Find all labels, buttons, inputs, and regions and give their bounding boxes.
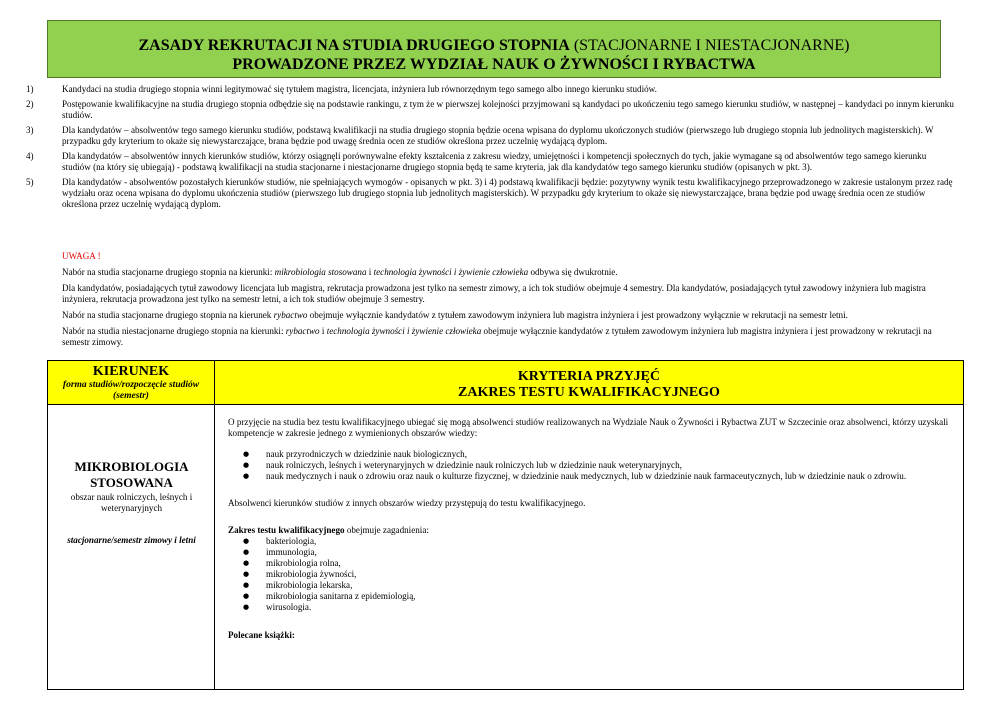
list-item [243, 536, 958, 547]
list-item [243, 558, 958, 569]
bullet-icon: ● [243, 472, 250, 480]
note-4-text-a: Nabór na studia niestacjonarne drugiego stopnia na kierunki: [62, 326, 286, 336]
rule-item [26, 125, 956, 147]
header-line-1 [48, 36, 940, 55]
rule-item [26, 99, 956, 121]
major-name-line-1: MIKROBIOLOGIA [74, 459, 189, 474]
bullet-icon: ● [243, 559, 250, 567]
column-criteria-line-1: KRYTERIA PRZYJĘĆ [517, 369, 661, 384]
bullet-icon: ● [243, 548, 250, 556]
note-4-text-c: obejmuje wyłącznie kandydatów z tytułem zawodowym inżyniera lub magistra inżyniera i jest prowadzony w rekrutacji na semestr zimowy. [62, 326, 932, 347]
list-item-text: bakteriologia, [266, 536, 317, 546]
list-item-text: mikrobiologia żywności, [266, 569, 357, 579]
rule-item [26, 84, 956, 95]
list-item [243, 591, 958, 602]
list-item [243, 471, 958, 482]
bullet-icon: ● [243, 592, 250, 600]
rule-number: 3) [26, 125, 34, 135]
criteria-table [47, 360, 964, 690]
list-item-text: nauk rolniczych, leśnych i weterynaryjnych w dziedzinie nauk rolniczych lub w dziedzinie nauk weterynaryjnych, [266, 460, 682, 470]
list-item [243, 449, 958, 460]
rule-item [26, 151, 956, 173]
note-1-text-c: odbywa się dwukrotnie. [528, 267, 618, 277]
list-item [243, 569, 958, 580]
note-3 [62, 310, 952, 321]
note-4 [62, 326, 952, 348]
test-scope-bold: Zakres testu kwalifikacyjnego [228, 525, 345, 535]
major-name [48, 459, 215, 491]
bullet-icon: ● [243, 450, 250, 458]
header-title-bold: ZASADY REKRUTACJI NA STUDIA DRUGIEGO STOPNIA [138, 37, 570, 54]
table-header [48, 361, 963, 405]
column-criteria-line-2: ZAKRES TESTU KWALIFIKACYJNEGO [458, 385, 720, 400]
bullet-icon: ● [243, 603, 250, 611]
rule-number: 4) [26, 151, 34, 161]
notes-section [62, 251, 952, 353]
list-item [243, 580, 958, 591]
list-item-text: nauk przyrodniczych w dziedzinie nauk biologicznych, [266, 449, 467, 459]
list-item-text: immunologia, [266, 547, 317, 557]
list-item-text: mikrobiologia rolna, [266, 558, 341, 568]
bullet-icon: ● [243, 461, 250, 469]
note-4-text-b: i [319, 326, 327, 336]
note-1-text-b: i [366, 267, 374, 277]
list-item-text: wirusologia. [266, 602, 312, 612]
page-header [47, 20, 941, 78]
list-item [243, 460, 958, 471]
rule-text: Dla kandydatów – absolwentów tego samego kierunku studiów, podstawą kwalifikacji na studia drugiego stopnia będzie ocena wpisana do dyplomu ukończonych studiów (pierwszego lub drugiego stopnia lub jednolitych magisterskich). W przypadku gdy kryterium to okaże się niewystarczające, brana będzie pod uwagę średnia ocen ze studiów określona przez uczelnię wydającą dyplom. [62, 125, 934, 146]
other-graduates-text: Absolwenci kierunków studiów z innych obszarów wiedzy przystępują do testu kwalifikacyjnego. [228, 498, 586, 508]
header-title-line2: PROWADZONE PRZEZ WYDZIAŁ NAUK O ŻYWNOŚCI I RYBACTWA [232, 56, 756, 73]
list-item-text: mikrobiologia lekarska, [266, 580, 353, 590]
rule-text: Dla kandydatów - absolwentów pozostałych kierunków studiów, nie spełniających wymogów - opisanych w pkt. 3) i 4) podstawą kwalifikacji będzie: pozytywny wynik testu kwalifikacyjnego przeprowadzonego w zakresie ustalonym przez radę wydziału oraz ocena wpisana do dyplomu ukończenia studiów (pierwszego lub drugiego stopnia lub jednolitych magisterskich). W przypadku gdy kryterium to okaże się niewystarczające, brana będzie pod uwagę średnia ocen ze studiów określona przez uczelnię wydającą dyplom. [62, 177, 953, 209]
recommended-books-label: Polecane książki: [228, 630, 295, 640]
rule-text: Dla kandydatów – absolwentów innych kierunków studiów, którzy osiągnęli porównywalne efekty kształcenia z zakresu wiedzy, umiejętności i kompetencji społecznych do tych, jakie wymagane są od absolwentów tego samego kierunku studiów (na który się ubiegają) - podstawą kwalifikacji na studia stacjonarne i niestacjonarne drugiego stopnia będą te same kryteria, jak dla kandydatów tego samego kierunku studiów (opisanych w pkt. 3). [62, 151, 927, 172]
note-1-major-2: technologia żywności i żywienie człowieka [373, 267, 529, 277]
bullet-icon: ● [243, 570, 250, 578]
criteria-cell [228, 417, 958, 641]
note-1 [62, 267, 952, 278]
note-2: Dla kandydatów, posiadających tytuł zawodowy licencjata lub magistra, rekrutacja prowadzona jest tylko na semestr zimowy, a ich tok studiów obejmuje 4 semestry. Dla kandydatów, posiadających tytuł zawodowy inżyniera lub magistra inżyniera, rekrutacja prowadzona jest tylko na semestr letni, a ich tok studiów obejmuje 3 semestry. [62, 283, 926, 304]
knowledge-areas-list [243, 449, 958, 482]
note-4-major-1: rybactwo [285, 326, 320, 336]
rule-number: 5) [26, 177, 34, 187]
note-1-text-a: Nabór na studia stacjonarne drugiego stopnia na kierunki: [62, 267, 275, 277]
rule-text: Kandydaci na studia drugiego stopnia winni legitymować się tytułem magistra, licencjata, inżyniera lub równorzędnym tego samego albo innego kierunku studiów. [62, 84, 657, 94]
note-3-text-b: obejmuje wyłącznie kandydatów z tytułem zawodowym inżyniera lub magistra inżyniera i jest prowadzony wyłącznie w rekrutacji na semestr letni. [307, 310, 848, 320]
rule-item [26, 177, 956, 210]
list-item-text: nauk medycznych i nauk o zdrowiu oraz nauk o kulturze fizycznej, w dziedzinie nauk medycznych, lub w dziedzinie nauk farmaceutycznych, lub w dziedzinie nauk o zdrowiu. [266, 471, 907, 481]
note-3-major: rybactwo [273, 310, 308, 320]
column-header-major [48, 361, 215, 404]
rule-text: Postępowanie kwalifikacyjne na studia drugiego stopnia odbędzie się na podstawie rankingu, z tym że w pierwszej kolejności przyjmowani są kandydaci po ukończeniu tego samego kierunku studiów, w następnej – kandydaci po innym kierunku studiów. [62, 99, 954, 120]
rule-number: 1) [26, 84, 34, 94]
bullet-icon: ● [243, 581, 250, 589]
major-cell [48, 405, 215, 690]
major-study-mode: stacjonarne/semestr zimowy i letni [67, 535, 196, 545]
list-item [243, 547, 958, 558]
test-scope-rest: obejmuje zagadnienia: [344, 525, 429, 535]
column-header-criteria [215, 361, 963, 404]
major-name-line-2: STOSOWANA [90, 475, 173, 490]
rule-number: 2) [26, 99, 34, 109]
list-item-text: mikrobiologia sanitarna z epidemiologią, [266, 591, 416, 601]
header-line-2 [48, 55, 940, 74]
test-topics-list [243, 536, 958, 613]
note-3-text-a: Nabór na studia stacjonarne drugiego stopnia na kierunek [62, 310, 274, 320]
note-1-major-1: mikrobiologia stosowana [274, 267, 367, 277]
warning-label: UWAGA ! [62, 251, 101, 261]
bullet-icon: ● [243, 537, 250, 545]
header-title-normal: (STACJONARNE I NIESTACJONARNE) [569, 37, 850, 54]
rules-list [26, 84, 956, 214]
list-item [243, 602, 958, 613]
column-major-subtitle: forma studiów/rozpoczęcie studiów (semestr) [62, 380, 200, 401]
test-scope-heading [228, 525, 958, 536]
note-4-major-2: technologia żywności i żywienie człowieka [326, 326, 482, 336]
criteria-intro: O przyjęcie na studia bez testu kwalifikacyjnego ubiegać się mogą absolwenci studiów realizowanych na Wydziale Nauk o Żywności i Rybactwa ZUT w Szczecinie oraz absolwenci, którzy uzyskali kompetencje w zakresie jednego z wymienionych obszarów wiedzy: [228, 417, 949, 438]
column-major-title: KIERUNEK [92, 364, 170, 379]
major-area: obszar nauk rolniczych, leśnych i weterynaryjnych [70, 492, 193, 513]
